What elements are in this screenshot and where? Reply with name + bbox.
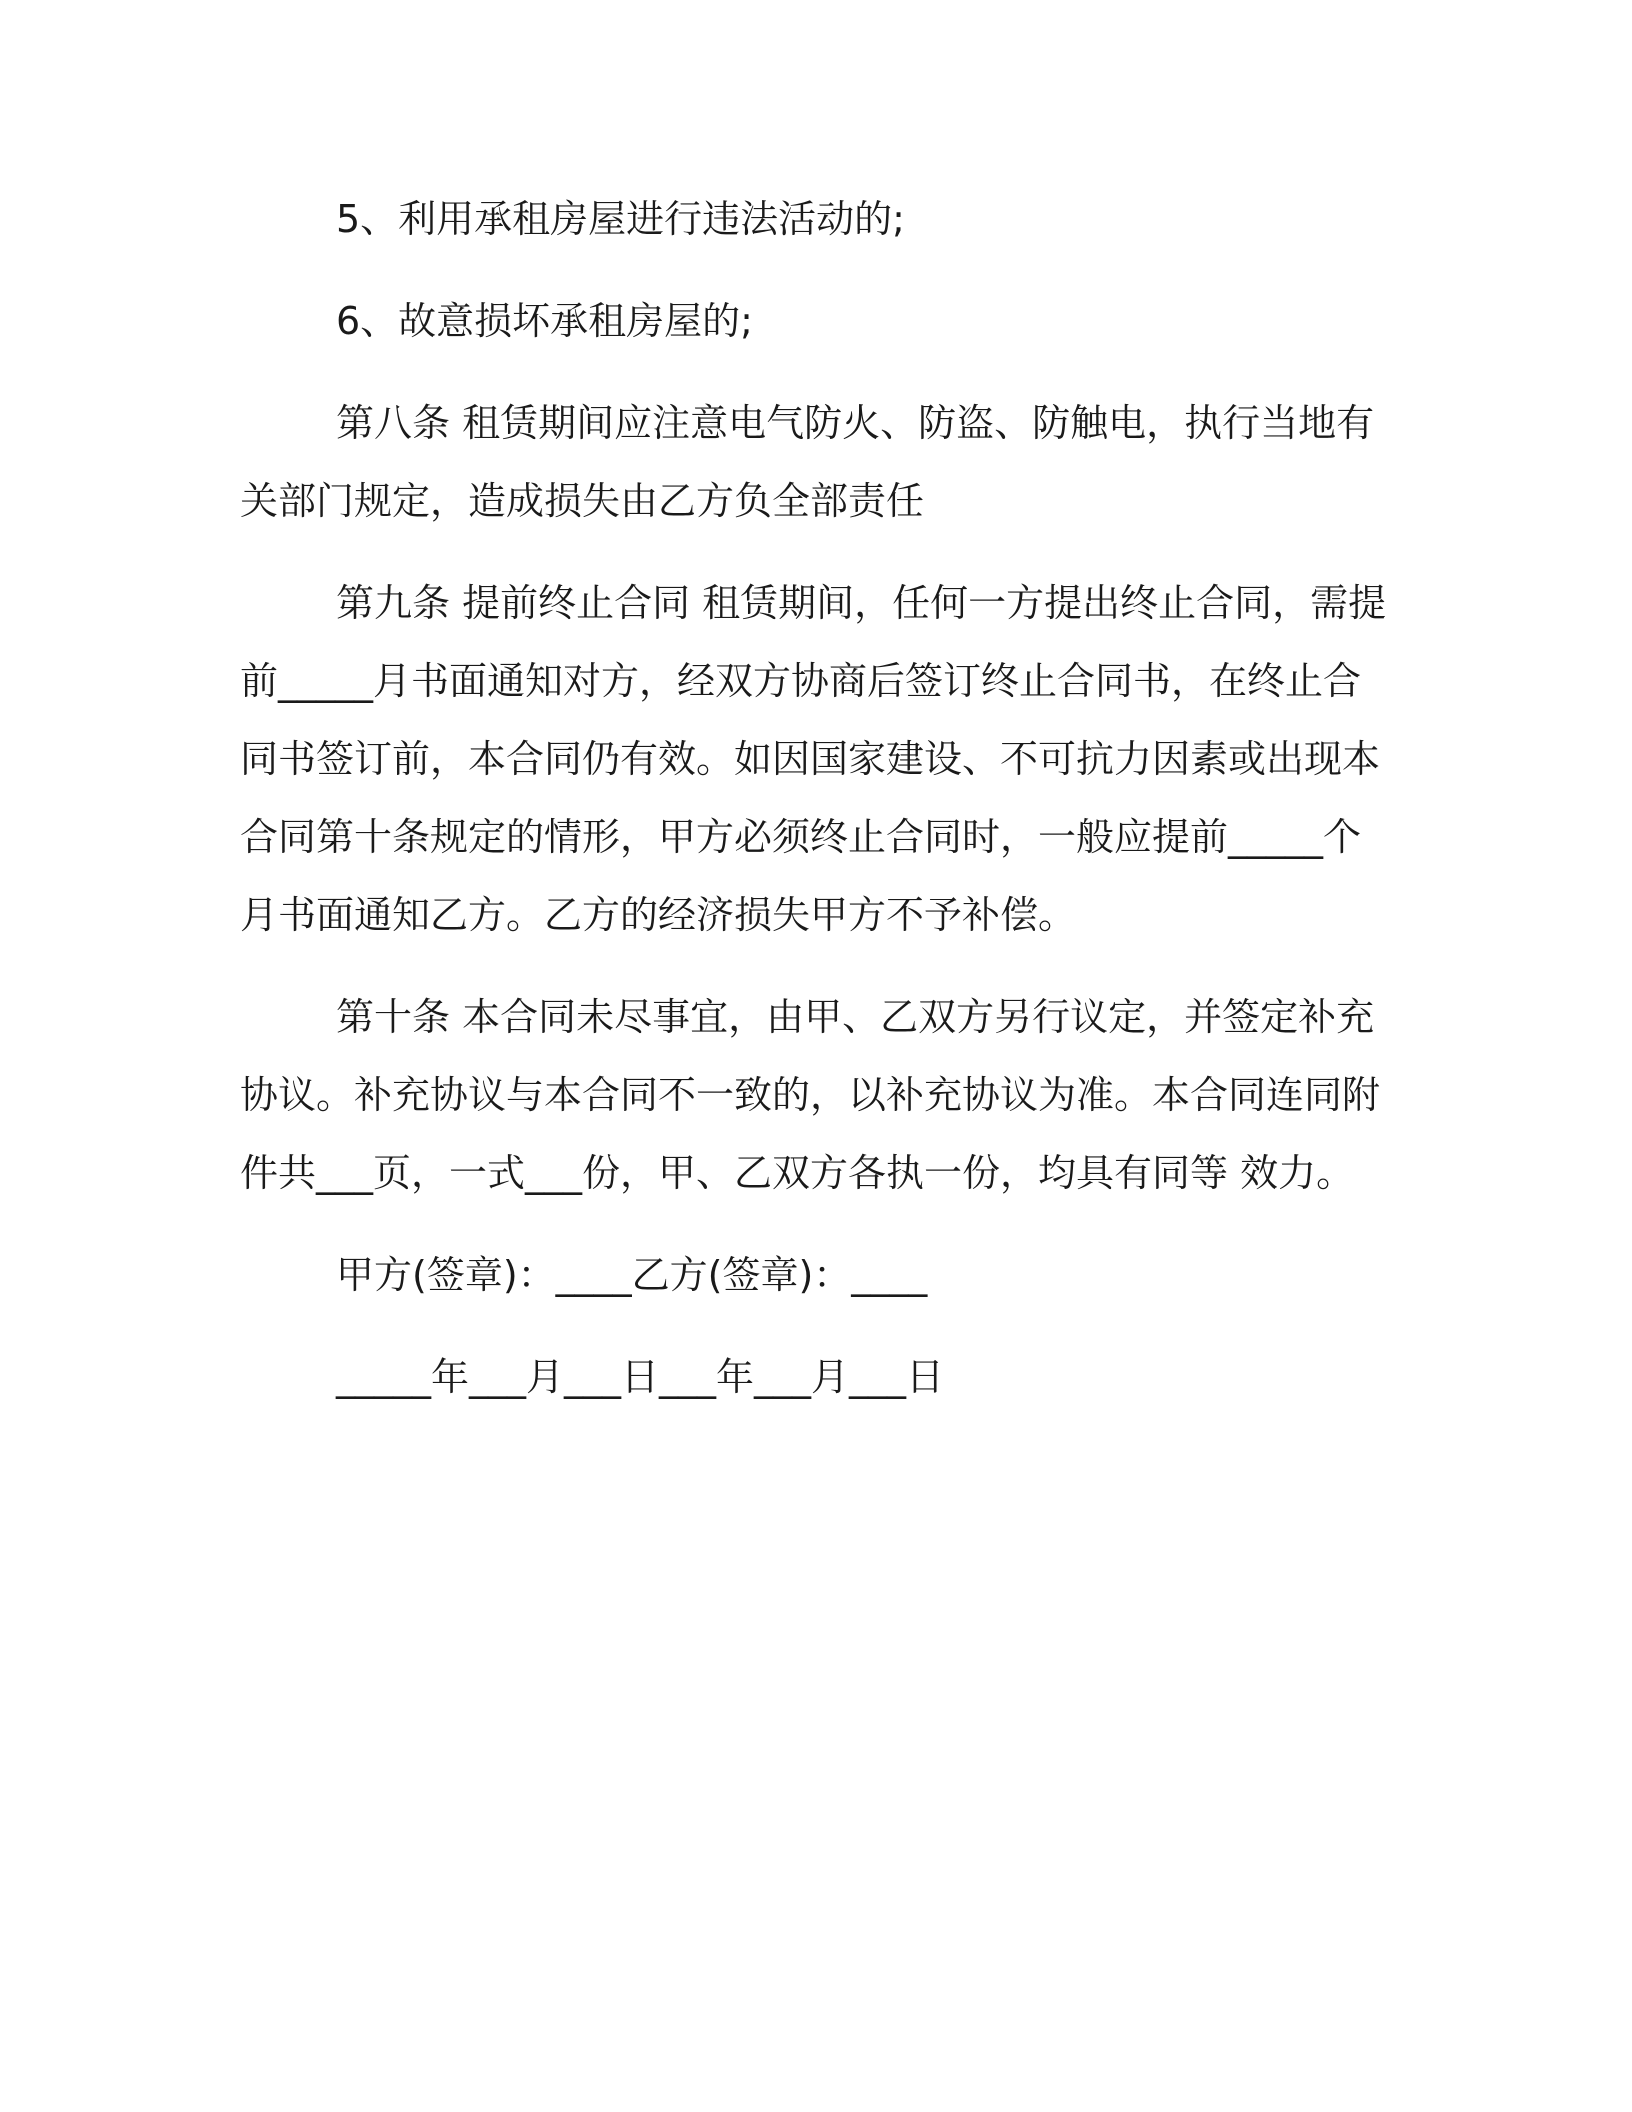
date-line: _____年___月___日___年___月___日	[336, 1355, 945, 1399]
signature-line: 甲方(签章)：____乙方(签章)：____	[336, 1253, 928, 1297]
clause-item-6: 6、故意损坏承租房屋的;	[336, 299, 753, 343]
document-body	[240, 180, 1390, 1440]
clause-item-5: 5、利用承租房屋进行违法活动的;	[336, 197, 905, 241]
article-8: 第八条 租赁期间应注意电气防火、防盗、防触电，执行当地有关部门规定，造成损失由乙方负全部责任	[240, 401, 1375, 523]
article-10: 第十条 本合同未尽事宜，由甲、乙双方另行议定，并签定补充协议。补充协议与本合同不一致的，以补充协议为准。本合同连同附件共___页，一式___份，甲、乙双方各执一份，均具有同等 效力。	[240, 995, 1381, 1195]
article-9: 第九条 提前终止合同 租赁期间，任何一方提出终止合同，需提前_____月书面通知对方，经双方协商后签订终止合同书，在终止合同书签订前，本合同仍有效。如因国家建设、不可抗力因素或出现本合同第十条规定的情形，甲方必须终止合同时，一般应提前_____个月书面通知乙方。乙方的经济损失甲方不予补偿。	[240, 581, 1387, 937]
